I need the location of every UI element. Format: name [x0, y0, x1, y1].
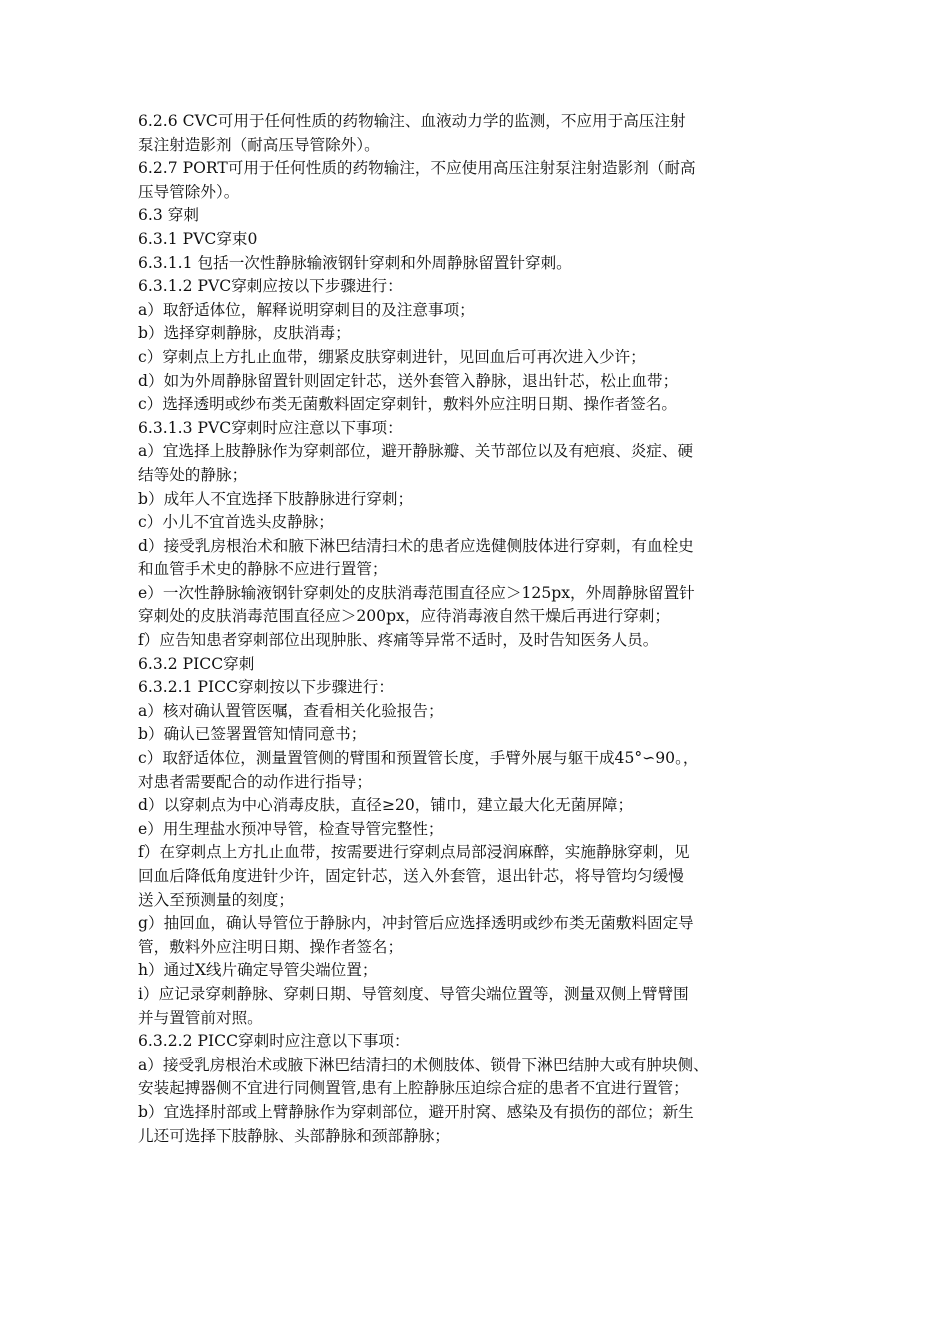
list-item: b）选择穿刺静脉，皮肤消毒；	[138, 324, 351, 343]
text-line: 6.3.2.2 PICC穿刺时应注意以下事项：	[138, 1032, 410, 1051]
list-item: 并与置管前对照。	[138, 1008, 263, 1027]
list-item: b）宜选择肘部或上臂静脉作为穿刺部位，避开肘窝、感染及有损伤的部位；新生	[138, 1102, 694, 1121]
list-item: e）一次性静脉输液钢针穿刺处的皮肤消毒范围直径应＞125px，外周静脉留置针	[138, 583, 695, 602]
list-item: d）以穿刺点为中心消毒皮肤，直径≥20，铺巾，建立最大化无菌屏障；	[138, 796, 634, 815]
list-item: 穿刺处的皮肤消毒范围直径应＞200px，应待消毒液自然干燥后再进行穿刺；	[138, 607, 670, 626]
list-item: d）如为外周静脉留置针则固定针芯，送外套管入静脉，退出针芯，松止血带；	[138, 371, 679, 390]
list-item: a）宜选择上肢静脉作为穿刺部位，避开静脉瓣、关节部位以及有疤痕、炎症、硬	[138, 442, 694, 461]
list-item: a）接受乳房根治术或腋下淋巴结清扫的术侧肢体、锁骨下淋巴结肿大或有肿块侧、	[138, 1055, 709, 1074]
list-item: 回血后降低角度进针少许，固定针芯，送入外套管，退出针芯，将导管均匀缓慢	[138, 867, 684, 885]
list-item: a）核对确认置管医嘱，查看相关化验报告；	[138, 701, 444, 720]
list-item: b）成年人不宜选择下肢静脉进行穿刺；	[138, 489, 414, 508]
list-item: 和血管手术史的静脉不应进行置管；	[138, 560, 388, 579]
text-line: 6.3.2.1 PICC穿刺按以下步骤进行：	[138, 678, 394, 697]
list-item: e）用生理盐水预冲导管，检查导管完整性；	[138, 819, 444, 838]
text-line: 压导管除外）。	[138, 182, 240, 201]
list-item: c）取舒适体位，测量置管侧的臂围和预置管长度，手臂外展与躯干成45°∽90。，	[138, 749, 699, 768]
list-item: d）接受乳房根治术和腋下淋巴结清扫术的患者应选健侧肢体进行穿刺，有血栓史	[138, 536, 694, 555]
list-item: 送入至预测量的刻度；	[138, 890, 294, 909]
text-line: 6.3.1.3 PVC穿刺时应注意以下事项：	[138, 418, 403, 437]
list-item: h）通过X线片确定导管尖端位置；	[138, 961, 378, 980]
text-line: 6.2.6 CVC可用于任何性质的药物输注、血液动力学的监测，不应用于高压注射	[138, 112, 686, 130]
list-item: a）取舒适体位，解释说明穿刺目的及注意事项；	[138, 300, 475, 319]
list-item: f）在穿刺点上方扎止血带，按需要进行穿刺点局部浸润麻醉，实施静脉穿刺，见	[138, 843, 690, 862]
list-item: f）应告知患者穿刺部位出现肿胀、疼痛等异常不适时，及时告知医务人员。	[138, 631, 659, 650]
list-item: 安装起搏器侧不宜进行同侧置管,患有上腔静脉压迫综合症的患者不宜进行置管；	[138, 1079, 689, 1098]
list-item: c）选择透明或纱布类无菌敷料固定穿刺针，敷料外应注明日期、操作者签名。	[138, 395, 677, 414]
list-item: i）应记录穿刺静脉、穿刺日期、导管刻度、导管尖端位置等，测量双侧上臂臂围	[138, 984, 689, 1003]
text-line: 泵注射造影剂（耐高压导管除外）。	[138, 135, 380, 154]
subsection-heading: 6.3.1 PVC穿束0	[138, 229, 258, 248]
list-item: g）抽回血，确认导管位于静脉内，冲封管后应选择透明或纱布类无菌敷料固定导	[138, 914, 694, 933]
subsection-heading: 6.3.2 PICC穿刺	[138, 654, 255, 673]
list-item: 管，敷料外应注明日期、操作者签名；	[138, 937, 404, 956]
list-item: b）确认已签署置管知情同意书；	[138, 725, 367, 744]
text-line: 6.3.1.2 PVC穿刺应按以下步骤进行：	[138, 277, 403, 296]
section-heading: 6.3 穿刺	[138, 206, 199, 225]
list-item: c）小儿不宜首选头皮静脉；	[138, 513, 334, 532]
text-line: 6.2.7 PORT可用于任何性质的药物输注，不应使用高压注射泵注射造影剂（耐高	[138, 159, 696, 178]
list-item: 结等处的静脉；	[138, 465, 248, 484]
list-item: c）穿刺点上方扎止血带，绷紧皮肤穿刺进针，见回血后可再次进入少许；	[138, 347, 646, 366]
text-line: 6.3.1.1 包括一次性静脉输液钢针穿刺和外周静脉留置针穿刺。	[138, 253, 572, 272]
document-page	[138, 110, 828, 1148]
list-item: 对患者需要配合的动作进行指导；	[138, 772, 372, 791]
list-item: 儿还可选择下肢静脉、头部静脉和颈部静脉；	[138, 1126, 450, 1145]
